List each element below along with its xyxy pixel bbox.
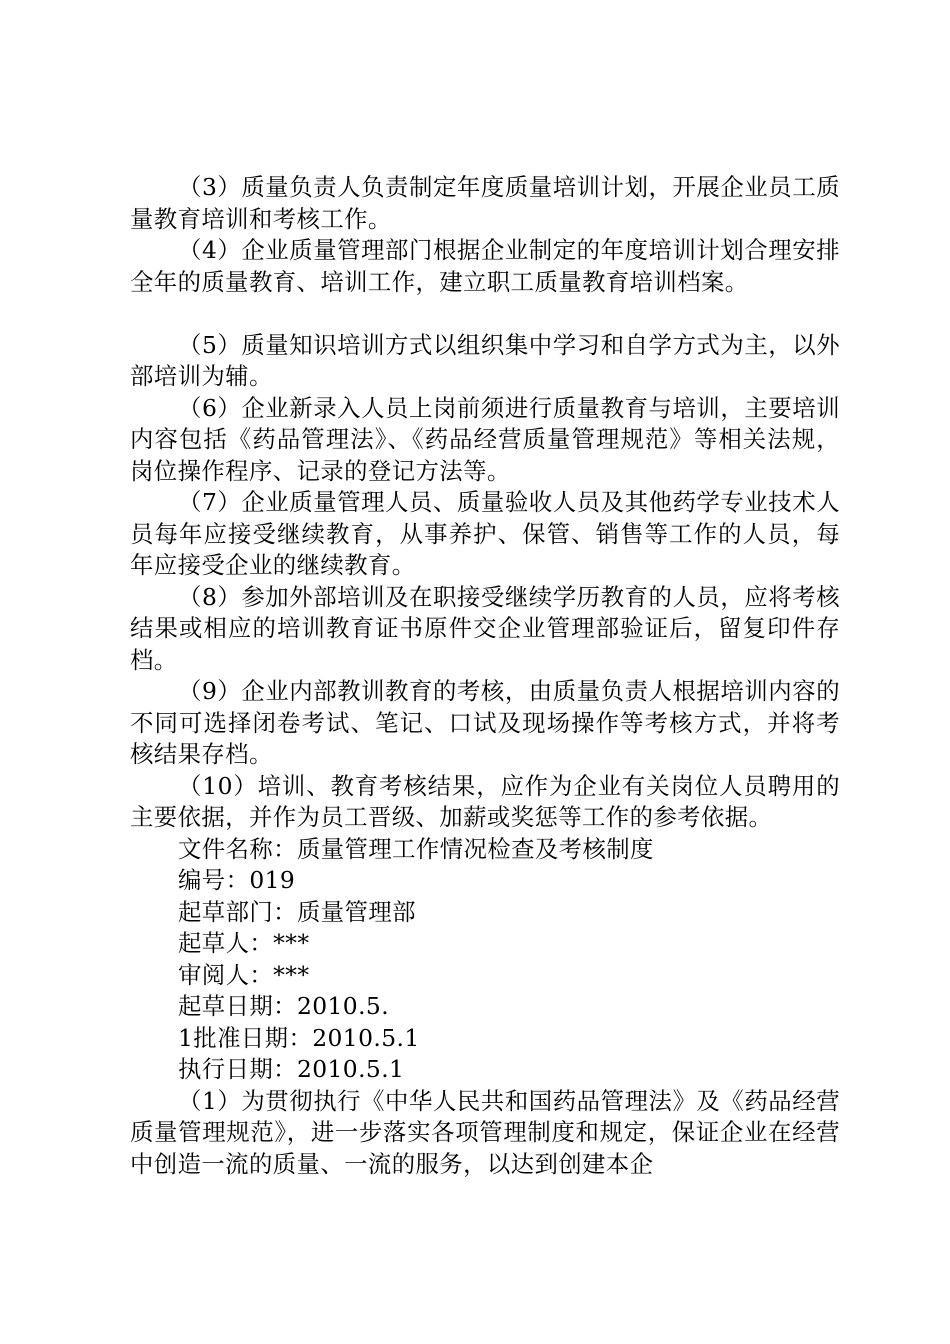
meta-number: 编号：019 <box>178 866 296 894</box>
paragraph-10: （10）培训、教育考核结果，应作为企业有关岗位人员聘用的主要依据，并作为员工晋级、加薪或奖惩等工作的参考依据。 <box>130 771 840 831</box>
meta-effective-date: 执行日期：2010.5.1 <box>178 1055 405 1083</box>
meta-approval-date: 1批准日期：2010.5.1 <box>178 1023 420 1052</box>
paragraph-7: （7）企业质量管理人员、质量验收人员及其他药学专业技术人员每年应接受继续教育，从事养护、保管、销售等工作的人员，每年应接受企业的继续教育。 <box>130 488 840 579</box>
meta-reviewer: 审阅人：*** <box>178 960 310 989</box>
paragraph-3: （3）质量负责人负责制定年度质量培训计划，开展企业员工质量教育培训和考核工作。 <box>130 173 840 233</box>
document-body <box>130 172 840 1180</box>
meta-drafter: 起草人：*** <box>178 929 310 957</box>
paragraph-9: （9）企业内部教训教育的考核，由质量负责人根据培训内容的不同可选择闭卷考试、笔记、口试及现场操作等考核方式，并将考核结果存档。 <box>130 677 840 768</box>
paragraph-5: （5）质量知识培训方式以组织集中学习和自学方式为主，以外部培训为辅。 <box>130 330 840 390</box>
meta-drafting-department: 起草部门：质量管理部 <box>178 897 416 926</box>
paragraph-1: （1）为贯彻执行《中华人民共和国药品管理法》及《药品经营质量管理规范》，进一步落实各项管理制度和规定，保证企业在经营中创造一流的质量、一流的服务，以达到创建本企 <box>130 1086 840 1178</box>
paragraph-4: （4）企业质量管理部门根据企业制定的年度培训计划合理安排全年的质量教育、培训工作，建立职工质量教育培训档案。 <box>130 236 840 296</box>
meta-file-name: 文件名称：质量管理工作情况检查及考核制度 <box>178 834 654 863</box>
paragraph-8: （8）参加外部培训及在职接受继续学历教育的人员，应将考核结果或相应的培训教育证书原件交企业管理部验证后，留复印件存档。 <box>130 582 840 674</box>
blank-line <box>130 298 840 330</box>
meta-draft-date: 起草日期：2010.5. <box>178 992 390 1020</box>
paragraph-6: （6）企业新录入人员上岗前须进行质量教育与培训，主要培训内容包括《药品管理法》、《药品经营质量管理规范》等相关法规，岗位操作程序、记录的登记方法等。 <box>130 393 840 485</box>
